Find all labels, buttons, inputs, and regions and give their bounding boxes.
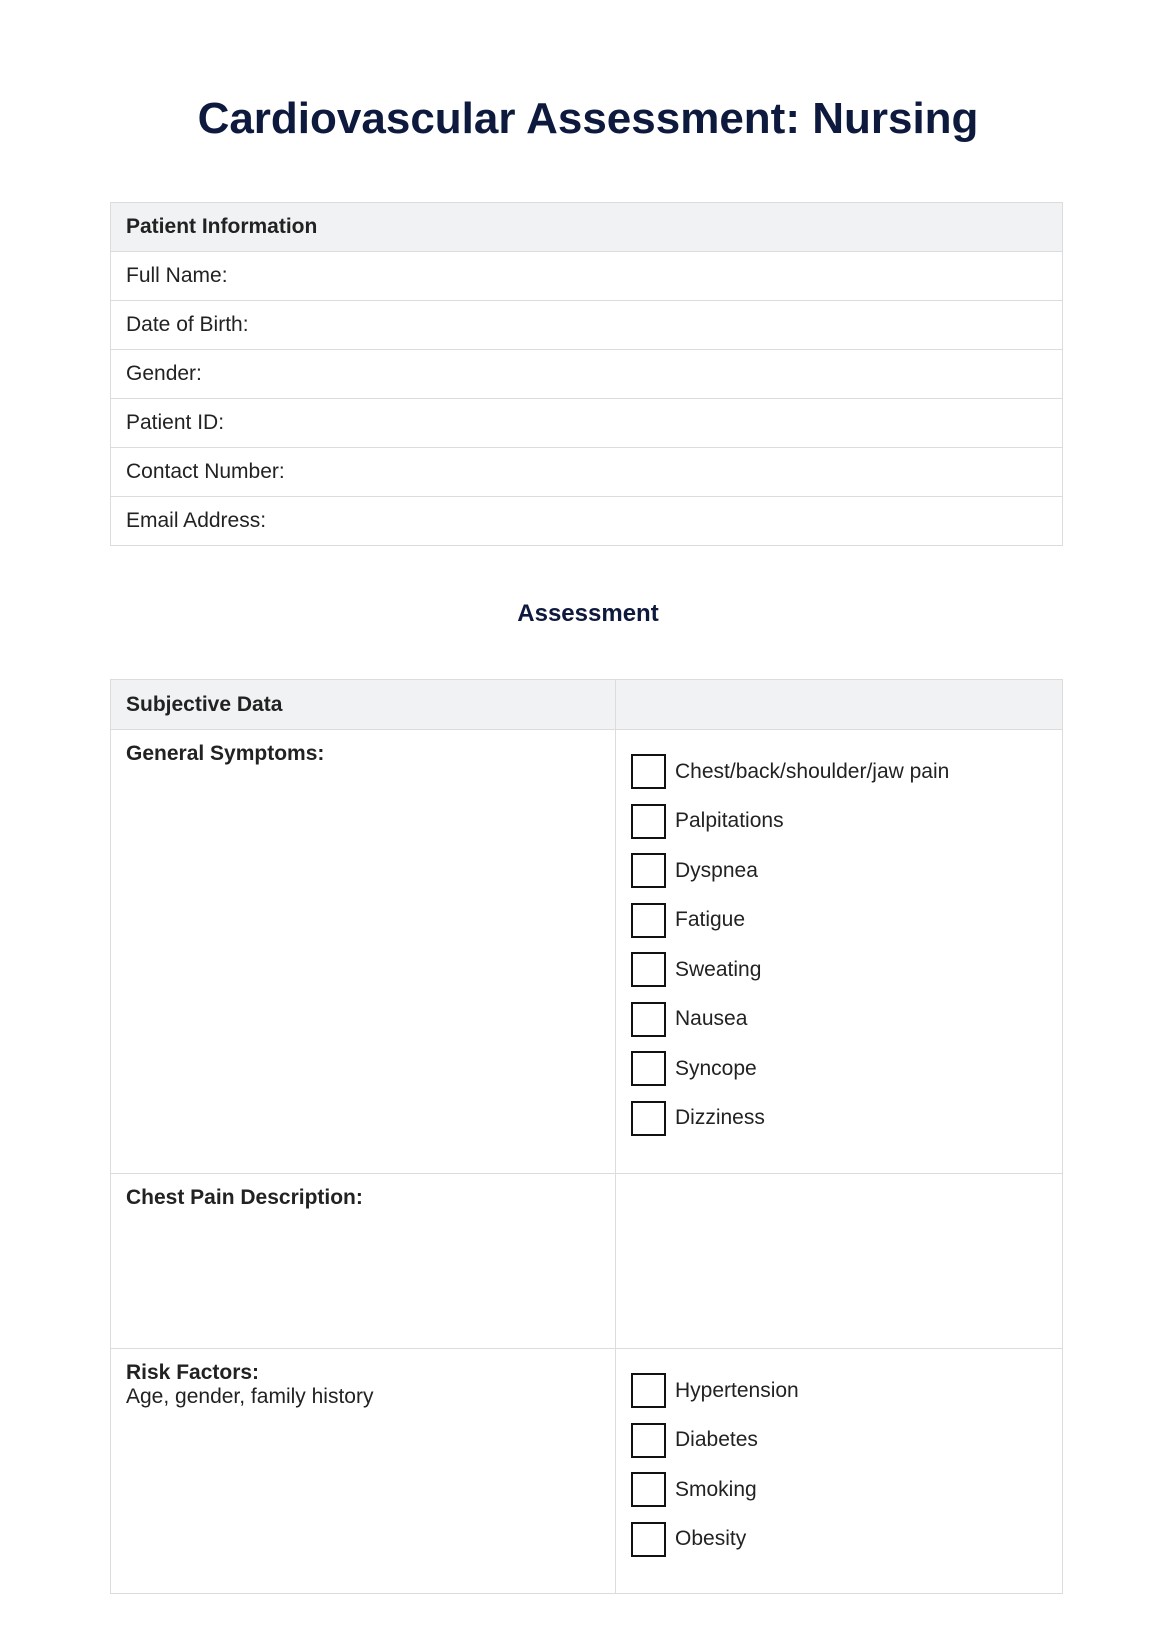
general-symptoms-label: General Symptoms: — [126, 742, 325, 765]
checkbox-icon[interactable] — [631, 1101, 666, 1136]
checkbox-icon[interactable] — [631, 754, 666, 789]
patient-id-field[interactable]: Patient ID: — [111, 399, 1063, 448]
header-empty-cell — [616, 680, 1063, 730]
checkbox-item[interactable] — [631, 1515, 1047, 1565]
checkbox-icon[interactable] — [631, 1373, 666, 1408]
chest-pain-description-label: Chest Pain Description: — [126, 1186, 363, 1209]
checkbox-item[interactable] — [631, 846, 1047, 896]
checkbox-icon[interactable] — [631, 853, 666, 888]
risk-factors-subtext: Age, gender, family history — [126, 1385, 374, 1408]
checkbox-label: Smoking — [675, 1477, 757, 1501]
checkbox-icon[interactable] — [631, 952, 666, 987]
checkbox-item[interactable] — [631, 1465, 1047, 1515]
checkbox-item[interactable] — [631, 797, 1047, 847]
subjective-data-header: Subjective Data — [111, 680, 616, 730]
date-of-birth-field[interactable]: Date of Birth: — [111, 301, 1063, 350]
checkbox-item[interactable] — [631, 1416, 1047, 1466]
checkbox-label: Dizziness — [675, 1106, 765, 1130]
patient-information-header: Patient Information — [111, 203, 1063, 252]
checkbox-label: Chest/back/shoulder/jaw pain — [675, 759, 950, 783]
chest-pain-description-field[interactable] — [616, 1174, 1063, 1349]
checkbox-item[interactable] — [631, 896, 1047, 946]
checkbox-label: Obesity — [675, 1527, 747, 1551]
checkbox-label: Nausea — [675, 1007, 748, 1031]
checkbox-icon[interactable] — [631, 1423, 666, 1458]
assessment-table — [110, 679, 1063, 1594]
assessment-heading: Assessment — [517, 600, 659, 627]
checkbox-icon[interactable] — [631, 1002, 666, 1037]
checkbox-item[interactable] — [631, 1094, 1047, 1144]
contact-number-field[interactable]: Contact Number: — [111, 448, 1063, 497]
checkbox-icon[interactable] — [631, 1522, 666, 1557]
checkbox-label: Palpitations — [675, 809, 784, 833]
checkbox-icon[interactable] — [631, 1472, 666, 1507]
page-title: Cardiovascular Assessment: Nursing — [197, 94, 979, 143]
checkbox-icon[interactable] — [631, 1051, 666, 1086]
email-address-field[interactable]: Email Address: — [111, 497, 1063, 546]
checkbox-label: Fatigue — [675, 908, 746, 932]
checkbox-item[interactable] — [631, 995, 1047, 1045]
checkbox-item[interactable] — [631, 747, 1047, 797]
checkbox-label: Dyspnea — [675, 858, 758, 882]
checkbox-item[interactable] — [631, 1044, 1047, 1094]
risk-factors-label: Risk Factors: — [126, 1361, 260, 1384]
checkbox-label: Syncope — [675, 1056, 757, 1080]
patient-information-table — [110, 202, 1063, 546]
checkbox-item[interactable] — [631, 1366, 1047, 1416]
risk-factors-checklist — [616, 1349, 1063, 1594]
checkbox-label: Sweating — [675, 957, 762, 981]
checkbox-label: Hypertension — [675, 1378, 799, 1402]
checkbox-item[interactable] — [631, 945, 1047, 995]
checkbox-label: Diabetes — [675, 1428, 758, 1452]
full-name-field[interactable]: Full Name: — [111, 252, 1063, 301]
checkbox-icon[interactable] — [631, 903, 666, 938]
general-symptoms-checklist — [616, 730, 1063, 1174]
gender-field[interactable]: Gender: — [111, 350, 1063, 399]
checkbox-icon[interactable] — [631, 804, 666, 839]
